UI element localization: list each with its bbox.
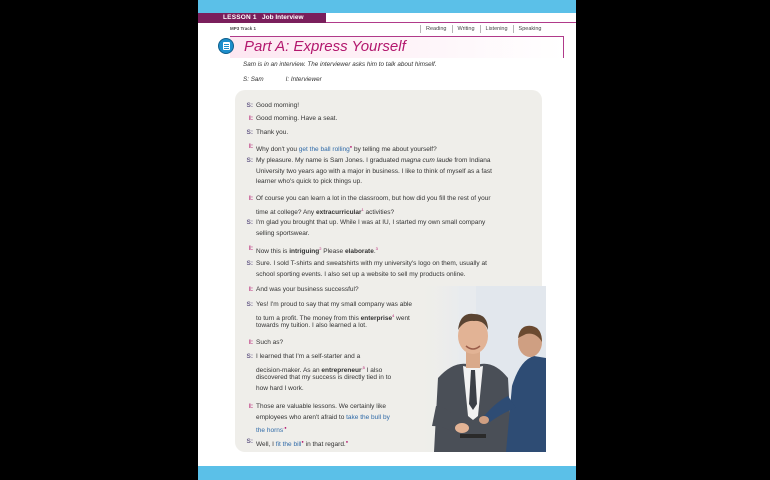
dialogue-text: Sure. I sold T-shirts and sweatshirts with my university's logo on them, usually at bbox=[256, 260, 487, 267]
dialogue-text: Such as? bbox=[256, 339, 284, 346]
dialogue-text-line bbox=[253, 194, 490, 205]
speaker-label bbox=[243, 205, 253, 219]
dialogue-line bbox=[243, 300, 543, 311]
dialogue-line bbox=[243, 128, 543, 139]
dialogue-line bbox=[243, 384, 543, 395]
dialogue-line bbox=[243, 373, 543, 384]
speaker-label: S: bbox=[246, 260, 253, 267]
vocab-word: intriguing bbox=[289, 248, 320, 256]
vocab-marker: 2 bbox=[319, 246, 322, 251]
dialogue-text: activities? bbox=[363, 208, 395, 216]
skill-reading: Reading bbox=[420, 25, 452, 33]
dialogue-text: I'm glad you brought that up. While I was at IU, I started my own small company bbox=[256, 219, 486, 226]
dialogue-text-line bbox=[253, 384, 304, 395]
lesson-title: Job Interview bbox=[262, 14, 304, 21]
skill-writing: Writing bbox=[452, 25, 480, 33]
dialogue-line bbox=[243, 285, 543, 296]
dialogue-line bbox=[243, 142, 543, 156]
dialogue-text: to turn a profit. The money from this bbox=[256, 314, 361, 322]
dialogue-line bbox=[243, 402, 543, 413]
textbook-page bbox=[198, 0, 576, 480]
vocab-marker: ,5 bbox=[361, 364, 365, 370]
vocab-marker: 4 bbox=[392, 312, 395, 318]
lesson-bar bbox=[198, 13, 576, 23]
dialogue-text-line bbox=[253, 352, 360, 363]
dialogue-line bbox=[243, 205, 543, 219]
speaker-label: I: bbox=[249, 286, 253, 293]
dialogue-text: Good morning. Have a seat. bbox=[256, 115, 338, 122]
dialogue-text: time at college? Any bbox=[256, 208, 316, 216]
dialogue-text: I learned that I'm a self-starter and a bbox=[256, 353, 361, 360]
part-title: Part A: Express Yourself bbox=[244, 38, 406, 55]
dialogue-text: decision-maker. As an bbox=[256, 366, 322, 374]
vocab-marker: ● bbox=[301, 439, 304, 444]
vocab-marker: 3 bbox=[375, 246, 378, 251]
dialogue-text: University two years ago with a major in business. I like to think of myself as a fast bbox=[256, 167, 492, 175]
speaker-label: I: bbox=[249, 143, 253, 150]
speaker-label bbox=[243, 384, 253, 395]
dialogue-line bbox=[243, 194, 543, 205]
dialogue-line bbox=[243, 437, 543, 451]
dialogue-text-line bbox=[253, 114, 337, 125]
dialogue-text: Why don't you bbox=[256, 146, 299, 154]
bottom-band bbox=[198, 466, 576, 480]
legend-sam: S: Sam bbox=[243, 76, 264, 83]
speaker-label bbox=[243, 321, 253, 332]
dialogue-text: I also bbox=[364, 366, 383, 374]
dialogue-text-line bbox=[253, 205, 394, 219]
dialogue-text-line bbox=[253, 156, 490, 167]
dialogue-line bbox=[243, 423, 543, 437]
speaker-label: I: bbox=[249, 115, 253, 122]
speaker-label: I: bbox=[249, 245, 253, 252]
dialogue-line bbox=[243, 259, 543, 270]
dialogue-text: employees who aren't afraid to bbox=[256, 413, 347, 421]
dialogue-line bbox=[243, 338, 543, 349]
idiom-phrase: fit the bill bbox=[275, 441, 302, 449]
part-header bbox=[218, 36, 564, 58]
lesson-number: LESSON 1 bbox=[223, 14, 257, 21]
speaker-label: S: bbox=[246, 219, 253, 226]
dialogue-text-line bbox=[253, 413, 390, 424]
dialogue-text-line bbox=[253, 177, 362, 188]
dialogue-line bbox=[243, 156, 543, 167]
idiom-phrase: get the ball rolling bbox=[298, 146, 350, 154]
speaker-label bbox=[243, 167, 253, 178]
dialogue-text-line bbox=[253, 259, 487, 270]
dialogue-text-line bbox=[253, 285, 359, 296]
speaker-label: I: bbox=[249, 195, 253, 202]
dialogue-text-line bbox=[253, 167, 492, 178]
idiom-phrase: take the bull by bbox=[346, 413, 390, 421]
dialogue-text-line bbox=[253, 300, 412, 311]
vocab-word: enterprise bbox=[360, 314, 393, 322]
intro-text: Sam is in an interview. The interviewer asks him to talk about himself. bbox=[243, 61, 437, 68]
dialogue-text: And was your business successful? bbox=[256, 286, 359, 293]
dialogue-text: Now this is bbox=[256, 248, 290, 256]
top-band bbox=[198, 0, 576, 13]
dialogue-text: by telling me about yourself? bbox=[352, 146, 437, 154]
dialogue-text-line bbox=[253, 244, 378, 258]
mp3-track-label: MP3 Track 1 bbox=[230, 26, 257, 31]
dialogue-text: discovered that my success is directly tied in to bbox=[256, 374, 392, 382]
dialogue-text: school sporting events. I also set up a website to sell my products online. bbox=[256, 270, 466, 278]
dialogue-line bbox=[243, 244, 543, 258]
dialogue-line bbox=[243, 114, 543, 125]
speaker-label: S: bbox=[246, 353, 253, 360]
speaker-label bbox=[243, 373, 253, 384]
dialogue-text: Good morning! bbox=[256, 102, 299, 109]
vocab-word: extracurricular bbox=[315, 208, 362, 216]
vocab-marker: .● bbox=[283, 425, 287, 431]
lesson-tag bbox=[198, 13, 326, 23]
dialogue-text-line bbox=[253, 101, 299, 112]
dialogue-line bbox=[243, 101, 543, 112]
dialogue-line bbox=[243, 321, 543, 332]
speaker-label bbox=[243, 270, 253, 281]
dialogue-text: Thank you. bbox=[256, 129, 289, 136]
speaker-label bbox=[243, 177, 253, 188]
dialogue-line bbox=[243, 352, 543, 363]
dialogue-text: selling sportswear. bbox=[256, 229, 310, 237]
speaker-label: S: bbox=[246, 102, 253, 109]
emphasis-text: magna cum laude bbox=[400, 157, 453, 164]
speaker-legend bbox=[243, 76, 322, 83]
dialogue-text: learner who's quick to pick things up. bbox=[256, 178, 363, 186]
speaker-label: I: bbox=[249, 339, 253, 346]
speaker-label bbox=[243, 413, 253, 424]
dialogue-text: towards my tuition. I also learned a lot. bbox=[256, 322, 367, 330]
dialogue-text-line bbox=[253, 270, 466, 281]
skill-listening: Listening bbox=[480, 25, 513, 33]
vocab-word: entrepreneur bbox=[321, 366, 362, 374]
audio-track-icon bbox=[218, 38, 234, 54]
speaker-label: I: bbox=[249, 403, 253, 410]
dialogue-line bbox=[243, 167, 543, 178]
dialogue-text-line bbox=[253, 321, 367, 332]
speaker-label bbox=[243, 423, 253, 437]
dialogue-text-line bbox=[253, 423, 287, 437]
dialogue-text-line bbox=[253, 218, 485, 229]
dialogue-text: Yes! I'm proud to say that my small company was able bbox=[256, 301, 412, 308]
dialogue-line bbox=[243, 177, 543, 188]
dialogue-text: from Indiana bbox=[452, 157, 491, 164]
dialogue-line bbox=[243, 270, 543, 281]
dialogue-line bbox=[243, 218, 543, 229]
dialogue-text: went bbox=[394, 314, 410, 322]
dialogue-text-line bbox=[253, 402, 386, 413]
idiom-phrase: the horns bbox=[256, 427, 284, 435]
dialogue-text-line bbox=[253, 229, 309, 240]
vocab-word: elaborate bbox=[344, 248, 374, 256]
dialogue-text-line bbox=[253, 142, 437, 156]
dialogue-text: My pleasure. My name is Sam Jones. I graduated bbox=[256, 157, 401, 164]
dialogue-text: . bbox=[373, 248, 376, 256]
dialogue-text: Please bbox=[321, 248, 345, 256]
speaker-label bbox=[243, 229, 253, 240]
speaker-label: S: bbox=[246, 301, 253, 308]
dialogue-text: how hard I work. bbox=[256, 384, 304, 392]
vocab-marker: 1 bbox=[361, 206, 364, 212]
dialogue-text-line bbox=[253, 338, 283, 349]
dialogue-text-line bbox=[253, 373, 391, 384]
dialogue-text: Well, I bbox=[256, 441, 276, 449]
vocab-marker: ● bbox=[345, 439, 349, 444]
legend-interviewer: I: Interviewer bbox=[285, 76, 322, 83]
dialogue-text: in that regard. bbox=[303, 441, 346, 449]
dialogue-line bbox=[243, 229, 543, 240]
speaker-label: S: bbox=[246, 438, 253, 445]
speaker-label: S: bbox=[246, 129, 253, 136]
speaker-label: S: bbox=[246, 157, 253, 164]
skills-nav bbox=[420, 25, 546, 33]
dialogue-text: Those are valuable lessons. We certainly like bbox=[256, 403, 386, 410]
dialogue-text-line bbox=[253, 437, 348, 451]
dialogue-line bbox=[243, 413, 543, 424]
dialogue-text-line bbox=[253, 128, 288, 139]
dialogue-text: Of course you can learn a lot in the classroom, but how did you fill the rest of your bbox=[256, 195, 491, 202]
skill-speaking: Speaking bbox=[513, 25, 547, 33]
vocab-marker: ● bbox=[349, 144, 353, 149]
